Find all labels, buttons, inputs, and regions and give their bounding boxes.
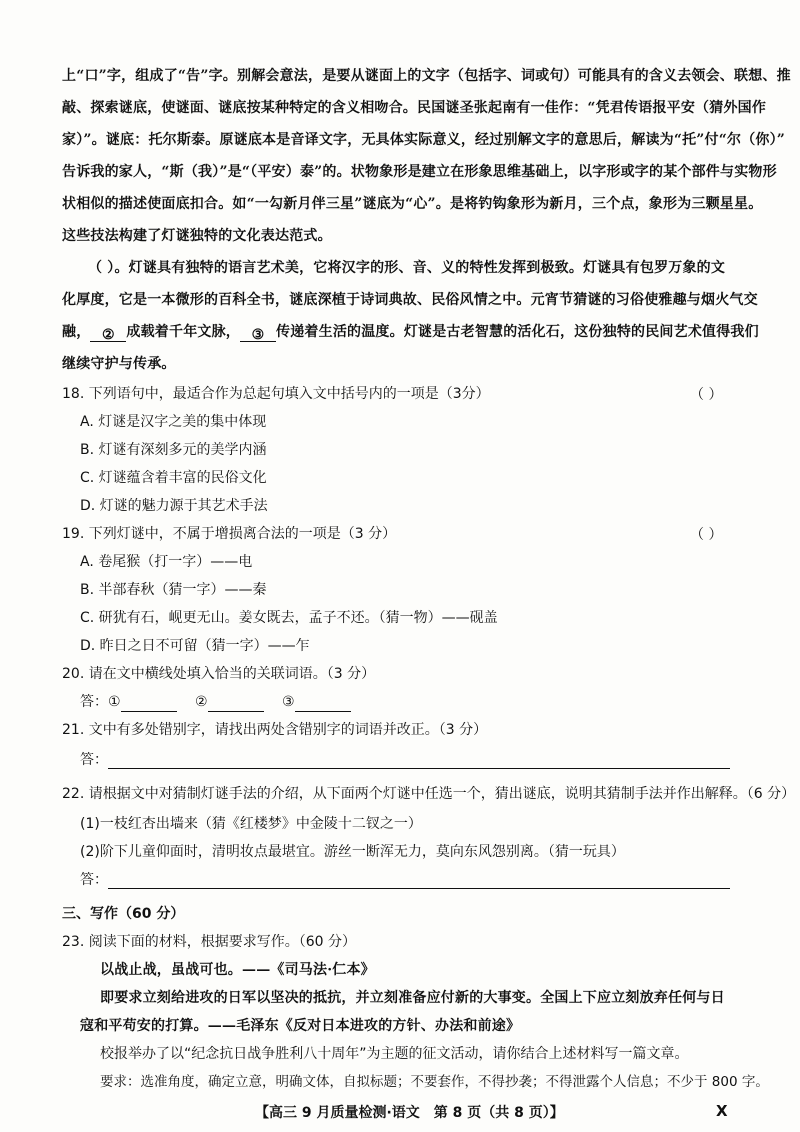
passage-line-7: （ ）。灯谜具有独特的语言艺术美，它将汉字的形、音、义的特性发挥到极致。灯谜具有包罗万象的文 [88, 260, 726, 276]
passage-line-9-start: 融， [62, 324, 91, 340]
q23-quote-1: 以战止战，虽战可也。——《司马法·仁本》 [100, 962, 375, 978]
passage-line-6: 这些技法构建了灯谜独特的文化表达范式。 [62, 228, 332, 244]
passage-line-9-mid: 成载着千年文脉， [126, 324, 241, 340]
q19-answer-paren[interactable]: （ ） [690, 527, 723, 543]
q19-option-c[interactable]: C. 研犹有石，岘更无山。姜女既去，孟子不还。（猜一物）——砚盖 [80, 610, 498, 626]
q20-blank-3[interactable] [295, 695, 351, 712]
q18-option-c[interactable]: C. 灯谜蕴含着丰富的民俗文化 [80, 470, 267, 486]
passage-line-2: 敲、探索谜底，使谜面、谜底按某种特定的含义相吻合。民国谜圣张起南有一佳作：“凭君传语报平安（猜外国作 [62, 100, 767, 116]
q23-requirements: 要求：选准角度，确定立意，明确文体，自拟标题；不要套作，不得抄袭；不得泄露个人信息；不少于 800 字。 [100, 1074, 769, 1090]
passage-line-8: 化厚度，它是一本微形的百科全书，谜底深植于诗词典故、民俗风情之中。元宵节猜谜的习俗使雅趣与烟火气交 [62, 292, 758, 308]
q23-stem: 23. 阅读下面的材料，根据要求写作。（60 分） [62, 934, 356, 950]
q21-answer-line[interactable] [108, 768, 730, 769]
q22-stem: 22. 请根据文中对猜制灯谜手法的介绍，从下面两个灯谜中任选一个，猜出谜底，说明其猜制手法并作出解释。（6 分） [62, 786, 796, 802]
q19-option-b[interactable]: B. 半部春秋（猜一字）——秦 [80, 582, 267, 598]
q21-answer-label: 答： [80, 752, 108, 768]
q21-stem: 21. 文中有多处错别字，请找出两处含错别字的词语并改正。（3 分） [62, 722, 488, 738]
q22-answer-label: 答： [80, 872, 108, 888]
q23-quote-2-line-1: 即要求立刻给进攻的日军以坚决的抵抗，并立刻准备应付新的大事变。全国上下应立刻放弃任何与日 [100, 990, 725, 1006]
q23-task: 校报举办了以“纪念抗日战争胜利八十周年”为主题的征文活动，请你结合上述材料写一篇文章。 [100, 1046, 689, 1062]
passage-line-9-end: 传递着生活的温度。灯谜是古老智慧的活化石，这份独特的民间艺术值得我们 [276, 324, 759, 340]
passage-blank-3: ③ [240, 325, 276, 342]
passage-line-4: 告诉我的家人，“斯（我）”是“（平安）泰”的。状物象形是建立在形象思维基础上，以字形或字的某个部件与实物形 [62, 164, 777, 180]
section-3-heading: 三、写作（60 分） [62, 906, 185, 922]
page-footer: 【高三 9 月质量检测·语文 第 8 页（共 8 页）】 [255, 1105, 564, 1121]
passage-line-3: 家）”。谜底：托尔斯泰。原谜底本是音译文字，无具体实际意义，经过别解文字的意思后，解读为“托”付“尔（你）” [62, 132, 786, 148]
passage-blank-2: ② [90, 325, 126, 342]
q19-option-d[interactable]: D. 昨日之日不可留（猜一字）——乍 [80, 638, 310, 654]
q18-option-a[interactable]: A. 灯谜是汉字之美的集中体现 [80, 414, 267, 430]
passage-line-5: 状相似的描述使面底扣合。如“一勾新月伴三星”谜底为“心”。是将钓钩象形为新月，三个点，象形为三颗星星。 [62, 196, 763, 212]
q23-quote-2-line-2: 寇和平苟安的打算。——毛泽东《反对日本进攻的方针、办法和前途》 [80, 1018, 521, 1034]
q19-option-a[interactable]: A. 卷尾猴（打一字）——电 [80, 554, 253, 570]
q19-stem: 19. 下列灯谜中，不属于增损离合法的一项是（3 分） [62, 526, 397, 542]
corner-mark: X [716, 1102, 728, 1120]
q20-stem: 20. 请在文中横线处填入恰当的关联词语。（3 分） [62, 666, 376, 682]
q22-item-2: (2)阶下儿童仰面时，清明妆点最堪宜。游丝一断浑无力，莫向东风怨别离。（猜一玩具） [80, 844, 625, 860]
passage-line-1: 上“口”字，组成了“告”字。别解会意法，是要从谜面上的文字（包括字、词或句）可能具有的含义去领会、联想、推 [62, 68, 791, 84]
q18-option-d[interactable]: D. 灯谜的魅力源于其艺术手法 [80, 498, 268, 514]
q20-blank-1[interactable] [121, 695, 177, 712]
q18-stem: 18. 下列语句中，最适合作为总起句填入文中括号内的一项是（3分） [62, 386, 490, 402]
q20-answer-row: 答：① ② ③ [80, 692, 351, 712]
q22-answer-line[interactable] [108, 888, 730, 889]
passage-line-9 [62, 322, 759, 342]
q20-blank-2[interactable] [208, 695, 264, 712]
q18-answer-paren[interactable]: （ ） [690, 387, 723, 403]
passage-line-10: 继续守护与传承。 [62, 356, 176, 372]
q18-option-b[interactable]: B. 灯谜有深刻多元的美学内涵 [80, 442, 267, 458]
q22-item-1: (1)一枝红杏出墙来（猜《红楼梦》中金陵十二钗之一） [80, 816, 422, 832]
